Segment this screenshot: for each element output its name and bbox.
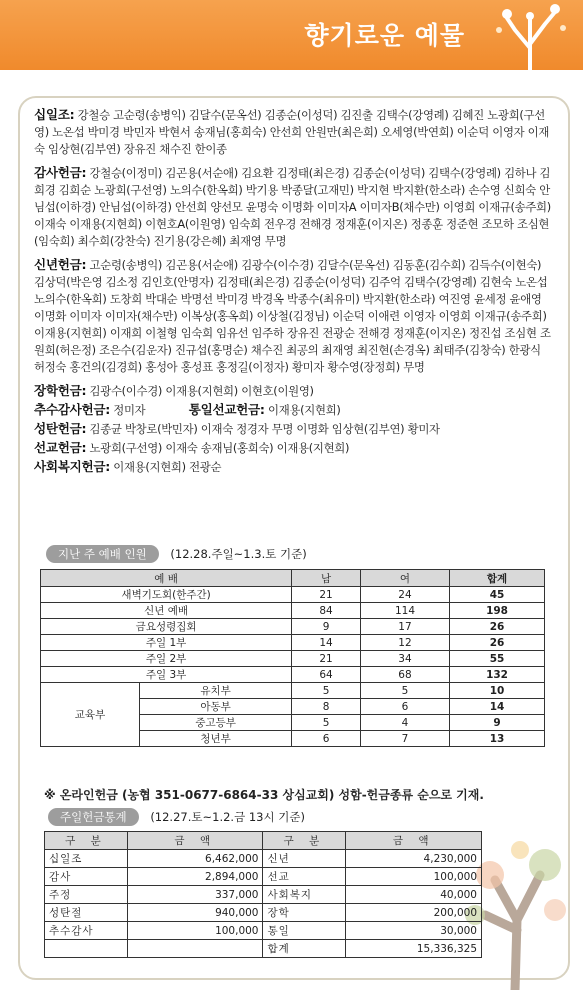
offering-period: (12.27.토~1.2.금 13시 기준): [150, 810, 305, 824]
christmas-section: 성탄헌금: 김종균 박창로(박민자) 이재숙 정경자 무명 이명화 임상현(김부연) 황미자: [34, 421, 440, 436]
table-row: 교육부 유치부 5 5 10: [41, 683, 545, 699]
table-row: 합계 15,336,325: [45, 940, 482, 958]
table-row: 아동부 8 6 14: [41, 699, 545, 715]
table-row: 감사 2,894,000 선교 100,000: [45, 868, 482, 886]
offering-badge: 주일헌금통계: [48, 808, 139, 826]
table-row: 청년부 6 7 13: [41, 731, 545, 747]
table-row: 중고등부 5 4 9: [41, 715, 545, 731]
table-row: 새벽기도회(한주간) 21 24 45: [41, 587, 545, 603]
table-row: 주일 3부 64 68 132: [41, 667, 545, 683]
table-row: 추수감사 100,000 통일 30,000: [45, 922, 482, 940]
welfare-section: 사회복지헌금: 이재용(지현희) 전광순: [34, 459, 222, 474]
scholarship-section: 장학헌금: 김광수(이수경) 이재용(지현희) 이현호(이원영): [34, 383, 314, 398]
tithe-section: 십일조: 강철승 고순령(송병익) 김달수(문옥선) 김종순(이성덕) 김진출 김택수(강영례) 김혜진 노광희(구선영) 노온섭 박미경 박민자 박현서 송재님(홍희숙) 안선희 안원만(최은희) 오세영(박연희) 이순덕 이영자 이재숙 임상현(김부연) 장유진 채수진 한이종: [34, 107, 550, 156]
harvest-unification-section: 추수감사헌금: 정미자 통일선교헌금: 이재용(지현희): [34, 402, 341, 417]
header-banner: [0, 0, 583, 70]
table-row: 십일조 6,462,000 신년 4,230,000: [45, 850, 482, 868]
table-row: 금요성령집회 9 17 26: [41, 619, 545, 635]
tree-decoration-icon: [485, 0, 575, 70]
offering-table: 구 분 금 액 구 분 금 액 십일조 6,462,000 신년 4,230,000 감사 2,894,000 선교 100,000 주정 337,000 사회복지 40,000 성탄절 940,000 장학 200,000 추수감사 100,000 통일 30,000 합계 15,336,325: [44, 831, 482, 958]
mission-section: 선교헌금: 노광희(구선영) 이재숙 송재님(홍희숙) 이재용(지현희): [34, 440, 350, 455]
attendance-caption: [46, 545, 307, 563]
donor-names: [34, 106, 554, 477]
table-row: 주일 2부 21 34 55: [41, 651, 545, 667]
page-title: 향기로운 예물: [304, 21, 465, 50]
attendance-table: 예 배 남 여 합계 새벽기도회(한주간) 21 24 45 신년 예배 84 114 198 금요성령집회 9 17 26 주일 1부 14 12 26 주일 2부 21 34 55 주일 3부 64 68 132 교육부 유치부 5 5 10 아동부 8 6 14 중고등부 5 4 9 청년부 6 7 13: [40, 569, 545, 747]
attendance-period: (12.28.주일~1.3.토 기준): [170, 547, 307, 561]
table-row: 성탄절 940,000 장학 200,000: [45, 904, 482, 922]
thanks-section: 감사헌금: 강철승(이정미) 김곤용(서순애) 김요환 김정태(최은경) 김종순(이성덕) 김택수(강영례) 김하나 김희경 김희순 노광희(구선영) 노의수(한옥희) 박기용 박종달(고재민) 박지현 박지환(한소라) 손수영 신희숙 안님섭(이하경) 안님섭(이하경) 안선희 양선모 윤명숙 이명화 이미자A 이미자B(채수만) 이영희 이재규(송주희) 이재숙 이재용(지현희) 이현호A(이원영) 임숙희 전우경 전해경 정재훈(이지온) 정종훈 정준현 조모하 조심현(임숙희) 최수희(강찬숙) 진기용(강은혜) 최재영 무명: [34, 165, 551, 248]
table-row: 신년 예배 84 114 198: [41, 603, 545, 619]
table-row: 주일 1부 14 12 26: [41, 635, 545, 651]
table-row: 주정 337,000 사회복지 40,000: [45, 886, 482, 904]
offering-caption: [48, 808, 305, 826]
newyear-section: 신년헌금: 고순령(송병익) 김곤용(서순애) 김광수(이수경) 김달수(문옥선) 김동훈(김수희) 김득수(이현숙) 김상덕(박은영 김소정 김인호(안명자) 김정태(최은경) 김종순(이성덕) 김주억 김택수(강영례) 김현숙 노온섭 노의수(한옥희) 도창희 박대순 박명선 박미경 박경옥 박종수(최유미) 박지환(한소라) 여진영 윤세정 윤애영 이명화 이미자 이미자(채수만) 이복상(홍옥희) 이상철(김정님) 이순덕 이애련 이영자 이영희 이재규(송주희) 이재용(지현희) 이재희 이철형 임숙희 임유선 임주하 장유진 전광순 전해경 정재훈(이지온) 정진섭 조심현 조원희(허은정) 조은수(김운자) 진규섭(홍명순) 채수진 최공의 최재영 최진현(손경옥) 최태주(김창숙) 한광식 허정숙 홍건의(김경희) 홍성아 홍성표 홍정길(이정자) 황미자 황수영(장정희) 무명: [34, 257, 551, 374]
online-offering-notice: ※ 온라인헌금 (농협 351-0677-6864-33 상심교회) 성함-헌금종류 순으로 기재.: [44, 788, 484, 802]
attendance-badge: 지난 주 예배 인원: [46, 545, 159, 563]
